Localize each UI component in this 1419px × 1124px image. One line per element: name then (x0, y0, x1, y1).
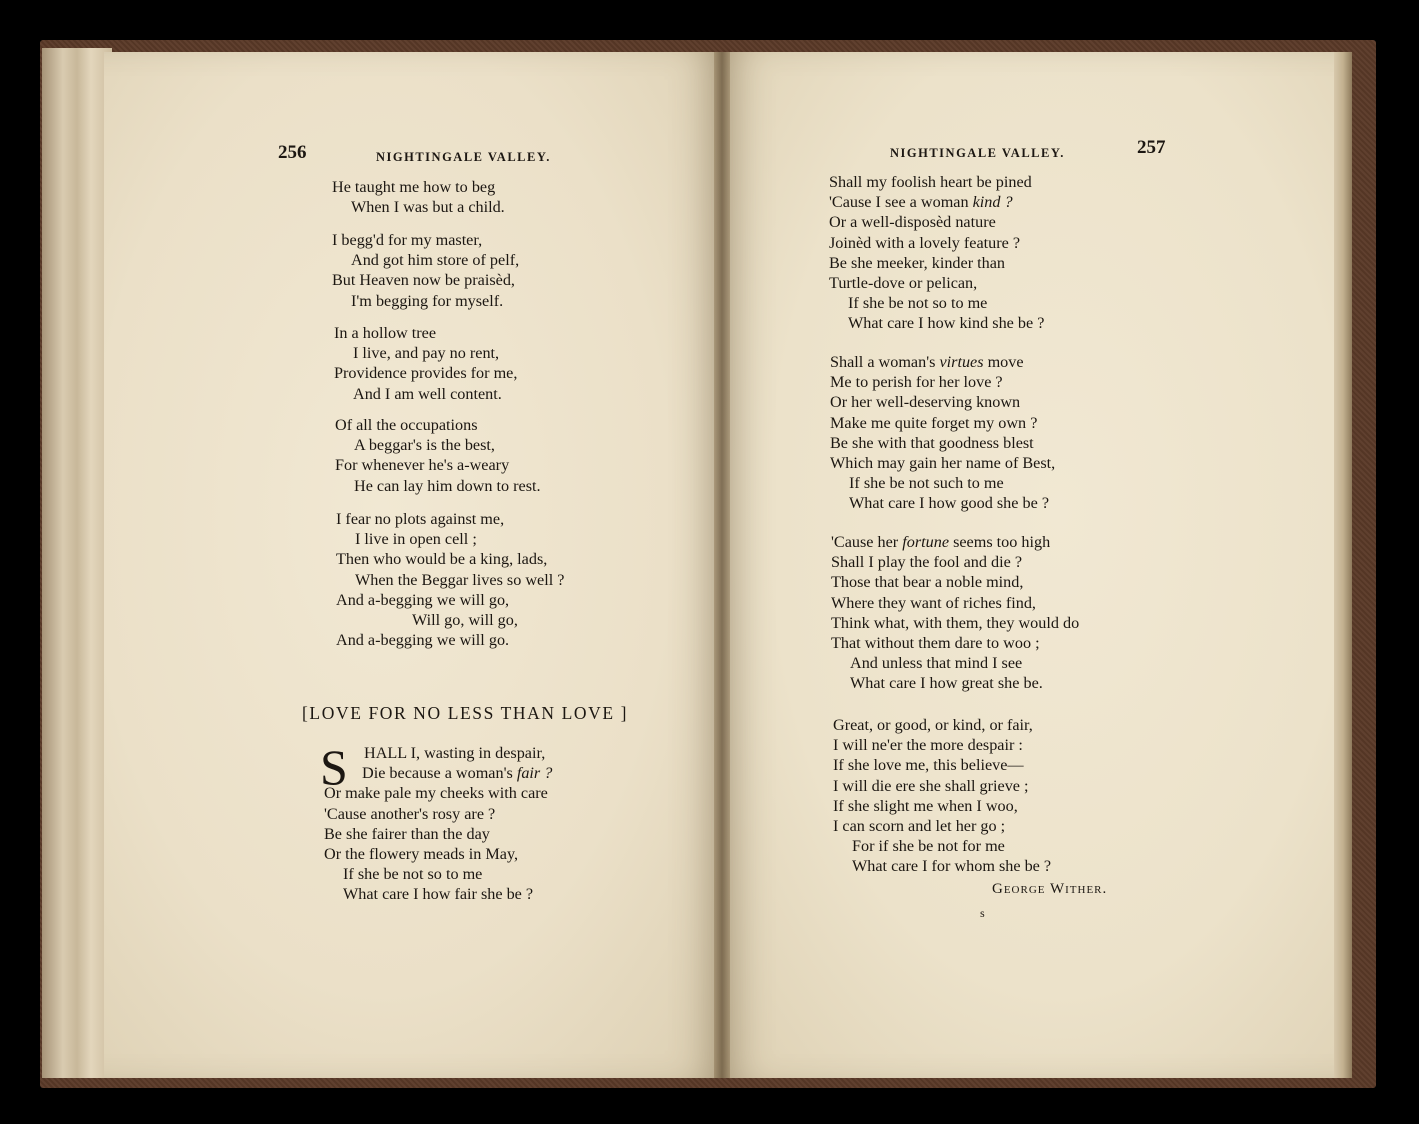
poem-title: [LOVE FOR NO LESS THAN LOVE ] (302, 703, 629, 723)
stanza-left-final (324, 744, 552, 906)
poem-line: Or make pale my cheeks with care (324, 784, 548, 803)
poem-line: If she be not so to me (848, 294, 988, 313)
poem-line: What care I how kind she be ? (848, 314, 1045, 333)
poem-line: What care I how great she be. (850, 674, 1043, 693)
book-gutter (714, 52, 730, 1078)
poem-line: For if she be not for me (852, 837, 1005, 856)
italic-word: fortune (902, 533, 950, 551)
poem-line: I will die ere she shall grieve ; (833, 776, 1029, 795)
italic-word: kind ? (972, 193, 1013, 212)
italic-word: fair ? (516, 764, 553, 783)
poem-line: Those that bear a noble mind, (831, 573, 1024, 592)
poem-line (830, 353, 1055, 373)
poem-line: If she slight me when I woo, (833, 796, 1018, 815)
poem-line-text: seems too high (949, 533, 1051, 551)
poem-line (829, 193, 1044, 213)
running-head-left: NIGHTINGALE VALLEY. (376, 150, 551, 164)
poem-line: Shall my foolish heart be pined (829, 173, 1032, 191)
stanza-right-1 (829, 173, 1044, 335)
poem-line: And got him store of pelf, (351, 251, 520, 270)
poem-line: Then who would be a king, lads, (336, 550, 548, 569)
drop-cap: S (320, 739, 348, 795)
poem-line: That without them dare to woo ; (831, 633, 1040, 652)
running-head-right: NIGHTINGALE VALLEY. (890, 146, 1065, 160)
poem-line: When I was but a child. (351, 198, 505, 217)
poem-line: He can lay him down to rest. (354, 476, 541, 495)
poem-line: HALL I, wasting in despair, (364, 744, 546, 762)
italic-word: virtues (939, 353, 984, 371)
stanza-right-4 (833, 716, 1051, 878)
poem-line: In a hollow tree (334, 324, 437, 342)
page-edges-left (42, 48, 112, 1078)
poem-line: And unless that mind I see (850, 654, 1023, 673)
poem-line: Make me quite forget my own ? (830, 413, 1038, 432)
signature-mark: s (980, 906, 985, 920)
poem-line: Great, or good, or kind, or fair, (833, 716, 1033, 734)
poem-line: Be she meeker, kinder than (829, 253, 1005, 272)
poem-line: Shall I play the fool and die ? (831, 553, 1023, 572)
poem-line: Which may gain her name of Best, (830, 453, 1056, 472)
stanza-right-3 (831, 533, 1079, 695)
poem-line-text: 'Cause I see a woman (829, 193, 973, 212)
poem-line: Me to perish for her love ? (830, 373, 1003, 392)
poem-line (831, 533, 1079, 553)
poem-line: Think what, with them, they would do (831, 613, 1080, 632)
poem-line: And I am well content. (353, 384, 502, 403)
poem-line-text: move (983, 353, 1024, 371)
poem-line: I'm begging for myself. (351, 291, 504, 310)
poem-line: But Heaven now be praisèd, (332, 271, 515, 290)
poem-line: Turtle-dove or pelican, (829, 273, 978, 292)
poem-line: Joinèd with a lovely feature ? (829, 233, 1021, 252)
poem-line: What care I how good she be ? (849, 494, 1050, 513)
poem-line: Will go, will go, (412, 610, 518, 629)
poem-line: Where they want of riches find, (831, 593, 1036, 612)
poem-line: I live in open cell ; (355, 530, 477, 549)
stanza-left-5 (336, 510, 564, 651)
poem-line: If she be not such to me (849, 474, 1004, 493)
page-number-right: 257 (1137, 137, 1166, 158)
poem-line: If she love me, this believe— (833, 756, 1024, 775)
poem-line: I live, and pay no rent, (353, 344, 500, 363)
poem-line: I fear no plots against me, (336, 510, 505, 528)
poem-line: Or the flowery meads in May, (324, 844, 519, 863)
poem-line: Or a well-disposèd nature (829, 213, 996, 232)
poem-line: Providence provides for me, (334, 364, 518, 383)
poem-line: Of all the occupations (335, 416, 478, 434)
poem-line: A beggar's is the best, (354, 436, 495, 455)
author-name: George Wither. (992, 881, 1108, 897)
poem-line: And a-begging we will go, (336, 590, 510, 609)
poem-line: I begg'd for my master, (332, 231, 483, 249)
poem-line: 'Cause another's rosy are ? (324, 804, 496, 823)
poem-line: For whenever he's a-weary (335, 456, 510, 475)
poem-line: When the Beggar lives so well ? (355, 570, 565, 589)
stanza-left-2 (332, 231, 519, 312)
poem-line (324, 764, 552, 784)
poem-line: What care I for whom she be ? (852, 857, 1052, 876)
stanza-left-1 (332, 178, 505, 218)
poem-line: He taught me how to beg (332, 178, 496, 196)
stanza-left-3 (334, 324, 517, 405)
poem-line-text: 'Cause her (831, 533, 903, 551)
poem-line: And a-begging we will go. (336, 631, 510, 650)
poem-line: I will ne'er the more despair : (833, 736, 1023, 755)
stanza-left-4 (335, 416, 541, 497)
poem-line-text: Die because a woman's (362, 764, 517, 783)
poem-line-text: Shall a woman's (830, 353, 940, 371)
poem-line: Be she fairer than the day (324, 824, 490, 843)
poem-line: I can scorn and let her go ; (833, 816, 1006, 835)
poem-line: Be she with that goodness blest (830, 433, 1034, 452)
poem-line: Or her well-deserving known (830, 393, 1021, 412)
poem-line: What care I how fair she be ? (343, 885, 534, 904)
page-number-left: 256 (278, 142, 307, 163)
stanza-right-2 (830, 353, 1055, 515)
poem-line: If she be not so to me (343, 865, 483, 884)
